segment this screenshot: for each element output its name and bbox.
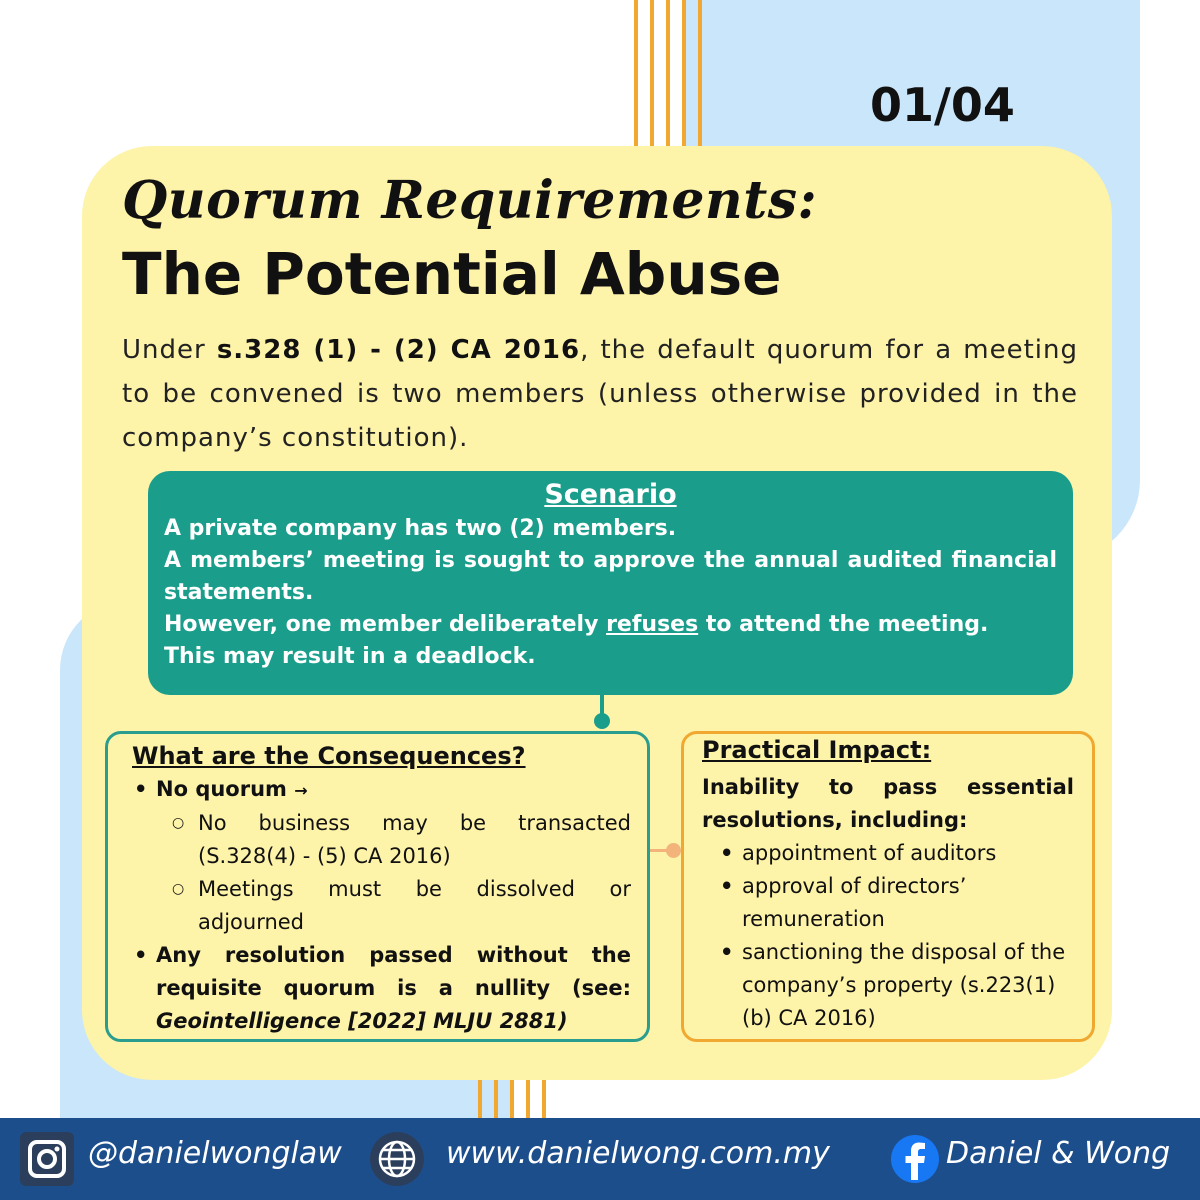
intro-prefix: Under [122, 335, 217, 365]
scenario-emphasis: refuses [606, 612, 699, 637]
list-item: • appointment of auditors [702, 837, 1074, 870]
intro-citation: s.328 (1) - (2) CA 2016 [216, 335, 581, 365]
page-title: The Potential Abuse [122, 240, 782, 308]
scenario-line-1: A private company has two (2) members. [164, 516, 677, 541]
practical-impact-box [681, 731, 1095, 1042]
list-item: ○ Meetings must be dissolved or adjourned [132, 873, 631, 939]
consequences-box [105, 731, 650, 1042]
scenario-line-3-suffix: to attend the meeting. [698, 612, 989, 637]
page-number: 01/04 [870, 78, 1015, 132]
impact-title: Practical Impact: [702, 736, 932, 764]
list-item: • No quorum → [132, 773, 631, 807]
connector-dot [594, 713, 610, 729]
scenario-box [148, 471, 1073, 695]
list-item: • Any resolution passed without the requisite quorum is a nullity (see: Geointelligence [2022] MLJU 2881) [132, 939, 631, 1038]
list-item: • sanctioning the disposal of the company’s property (s.223(1)(b) CA 2016) [702, 936, 1074, 1035]
footer-bar [0, 1118, 1200, 1200]
intro-suffix: , the default quorum for a meeting to be convened is two members (unless otherwise provided in the company’s constitution). [122, 335, 1078, 453]
scenario-title: Scenario [544, 479, 677, 510]
list-item: • approval of directors’ remuneration [702, 870, 1074, 936]
instagram-icon[interactable] [18, 1130, 76, 1188]
consequences-title: What are the Consequences? [132, 742, 526, 770]
facebook-page[interactable]: Daniel & Wong [946, 1136, 1171, 1171]
facebook-icon[interactable] [886, 1130, 944, 1188]
connector-dot-orange [666, 843, 681, 858]
scenario-line-4: This may result in a deadlock. [164, 644, 536, 669]
arrow-icon: → [294, 781, 308, 800]
globe-icon[interactable] [368, 1130, 426, 1188]
case-citation: Geointelligence [2022] MLJU 2881) [156, 1009, 568, 1033]
website-link[interactable]: www.danielwong.com.my [446, 1136, 830, 1171]
title-italic: Quorum Requirements: [122, 170, 818, 231]
instagram-handle[interactable]: @danielwonglaw [88, 1136, 342, 1171]
intro-paragraph [122, 328, 1078, 460]
impact-list [702, 837, 1074, 1035]
consequences-list [132, 773, 631, 1038]
list-item: ○ No business may be transacted (S.328(4) - (5) CA 2016) [132, 807, 631, 873]
impact-lead: Inability to pass essential resolutions, including: [702, 775, 1074, 832]
scenario-line-3 [164, 609, 1057, 641]
scenario-line-2: A members’ meeting is sought to approve the annual audited financial statements. [164, 548, 1057, 605]
scenario-line-3-prefix: However, one member deliberately [164, 612, 607, 637]
